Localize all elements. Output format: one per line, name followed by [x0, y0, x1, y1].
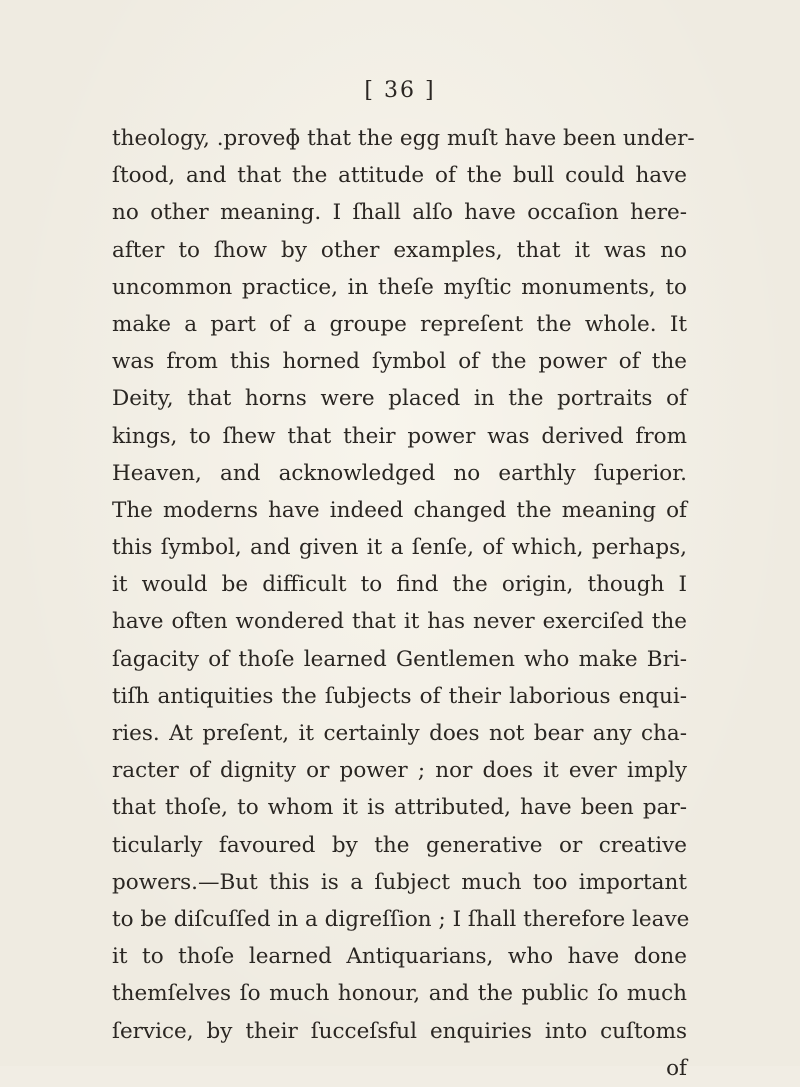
text-line: The moderns have indeed changed the meaning of	[112, 497, 687, 523]
text-line: it would be difficult to find the origin, though I	[112, 572, 687, 598]
text-line: ticularly favoured by the generative or creative	[112, 832, 687, 858]
text-line: tiſh antiquities the ſubjects of their laborious enqui-	[112, 683, 687, 709]
text-line: was from this horned ſymbol of the power of the	[112, 349, 687, 375]
text-line: racter of dignity or power ; nor does it ever imply	[112, 758, 687, 784]
text-line: kings, to ſhew that their power was derived from	[112, 423, 687, 449]
text-line: ſagacity of thoſe learned Gentlemen who make Bri-	[112, 646, 687, 672]
text-line: make a part of a groupe repreſent the whole. It	[112, 311, 687, 337]
text-line: Heaven, and acknowledged no earthly ſuperior.	[112, 460, 687, 486]
text-line: uncommon practice, in theſe myſtic monuments, to	[112, 274, 687, 300]
text-line: ſtood, and that the attitude of the bull could have	[112, 163, 687, 189]
text-line: it to thoſe learned Antiquarians, who have done	[112, 944, 687, 970]
text-line: after to ſhow by other examples, that it was no	[112, 237, 687, 263]
text-line: have often wondered that it has never exerciſed the	[112, 609, 687, 635]
text-line: powers.—But this is a ſubject much too important	[112, 869, 687, 895]
text-line: Deity, that horns were placed in the portraits of	[112, 386, 687, 412]
page-number: [ 36 ]	[364, 78, 436, 103]
body-text	[112, 120, 695, 1087]
catchword: of	[666, 1055, 687, 1081]
text-line: themſelves ſo much honour, and the public ſo much	[112, 981, 687, 1007]
text-line: this ſymbol, and given it a ſenſe, of which, perhaps,	[112, 535, 687, 561]
text-line: no other meaning. I ſhall alſo have occaſion here-	[112, 200, 687, 226]
text-line: theology, .proveɸ that the egg muſt have been under-	[112, 126, 695, 151]
text-line: ſervice, by their ſucceſsful enquiries into cuſtoms	[112, 1018, 687, 1044]
text-line: that thoſe, to whom it is attributed, have been par-	[112, 795, 687, 821]
text-line: to be diſcuſſed in a digreſſion ; I ſhall therefore leave	[112, 906, 690, 932]
text-line: ries. At preſent, it certainly does not bear any cha-	[112, 721, 687, 746]
